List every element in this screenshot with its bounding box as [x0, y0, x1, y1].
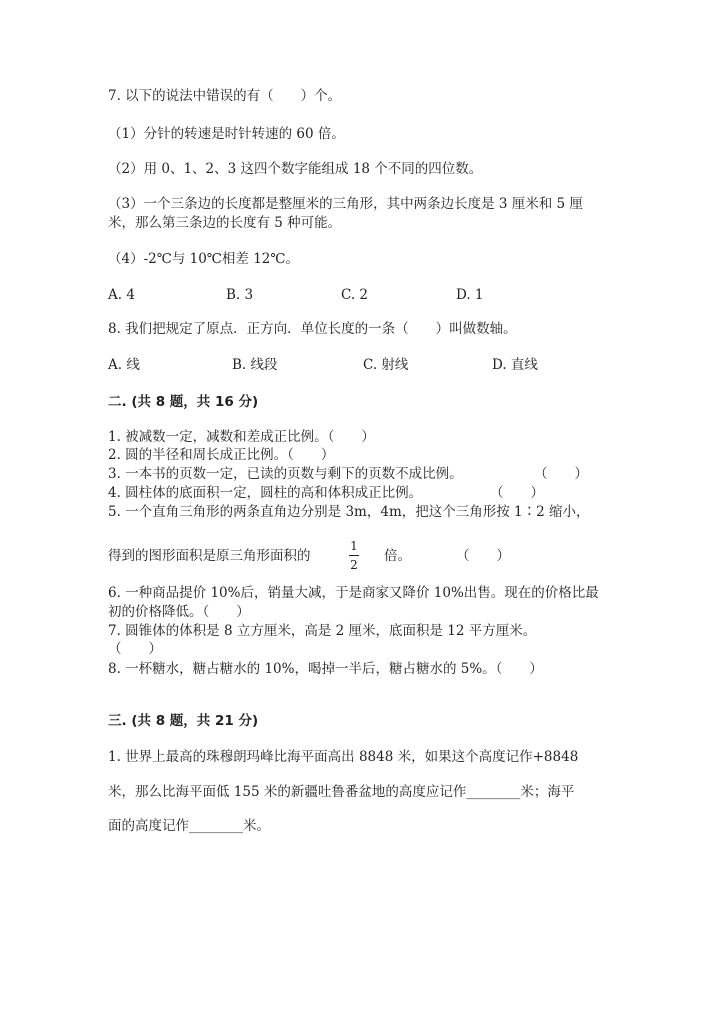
q7-statement-4: （4）-2℃与 10℃相差 12℃。	[108, 251, 299, 267]
s2-item-6-line1: 6. 一种商品提价 10%后，销量大减，于是商家又降价 10%出售。现在的价格比最	[108, 585, 599, 601]
q7-stem: 7. 以下的说法中错误的有（ ）个。	[108, 88, 342, 104]
s2-item-5-line2: 得到的图形面积是原三角形面积的	[108, 548, 311, 564]
q7-statement-1: （1）分针的转速是时针转速的 60 倍。	[108, 126, 345, 142]
section-2-heading: 二. (共 8 题，共 16 分)	[108, 394, 259, 410]
q8-stem: 8. 我们把规定了原点．正方向．单位长度的一条（ ）叫做数轴。	[108, 321, 517, 337]
q7-statement-3-line1: （3）一个三条边的长度都是整厘米的三角形，其中两条边长度是 3 厘米和 5 厘	[108, 196, 583, 212]
s2-item-7-line1: 7. 圆锥体的体积是 8 立方厘米，高是 2 厘米，底面积是 12 平方厘米。	[108, 623, 537, 639]
q7-option-a: A. 4	[108, 287, 135, 303]
q8-option-c: C. 射线	[363, 357, 409, 373]
q7-option-c: C. 2	[341, 287, 369, 303]
section-3-heading: 三. (共 8 题，共 21 分)	[108, 713, 259, 729]
s2-item-1: 1. 被减数一定，减数和差成正比例。（ ）	[108, 429, 375, 445]
s3-item-1-line3: 面的高度记作________米。	[108, 818, 270, 834]
s3-item-1-line1: 1. 世界上最高的珠穆朗玛峰比海平面高出 8848 米，如果这个高度记作+8848	[108, 749, 579, 765]
s3-item-1-line2: 米，那么比海平面低 155 米的新疆吐鲁番盆地的高度应记作________米；海平	[108, 784, 575, 800]
s2-item-2: 2. 圆的半径和周长成正比例。（ ）	[108, 447, 335, 463]
s2-item-8: 8. 一杯糖水，糖占糖水的 10%，喝掉一半后，糖占糖水的 5%。（ ）	[108, 661, 543, 677]
q7-statement-3-line2: 米，那么第三条边的长度有 5 种可能。	[108, 215, 342, 231]
s2-item-3-answer-paren: （ ）	[534, 466, 588, 482]
s2-item-3: 3. 一本书的页数一定，已读的页数与剩下的页数不成比例。	[108, 466, 463, 482]
q7-option-d: D. 1	[456, 287, 484, 303]
q7-option-b: B. 3	[226, 287, 254, 303]
q8-option-d: D. 直线	[492, 357, 538, 373]
s2-item-7-line2: （ ）	[108, 641, 162, 657]
fraction-bar	[349, 555, 359, 556]
s2-item-5-suffix: 倍。	[384, 548, 411, 564]
fraction-denominator: 2	[350, 558, 358, 572]
q8-option-b: B. 线段	[232, 357, 278, 373]
s2-item-5-answer-paren: （ ）	[456, 548, 510, 564]
s2-item-4: 4. 圆柱体的底面积一定，圆柱的高和体积成正比例。	[108, 485, 423, 501]
s2-item-4-answer-paren: （ ）	[490, 485, 544, 501]
fraction-one-half	[347, 540, 361, 571]
q8-option-a: A. 线	[108, 357, 140, 373]
s2-item-6-line2: 初的价格降低。（ ）	[108, 604, 250, 620]
fraction-numerator: 1	[350, 539, 358, 553]
q7-statement-2: （2）用 0、1、2、3 这四个数字能组成 18 个不同的四位数。	[108, 161, 483, 177]
s2-item-5-line1: 5. 一个直角三角形的两条直角边分别是 3m，4m，把这个三角形按 1∶2 缩小，	[108, 504, 590, 520]
